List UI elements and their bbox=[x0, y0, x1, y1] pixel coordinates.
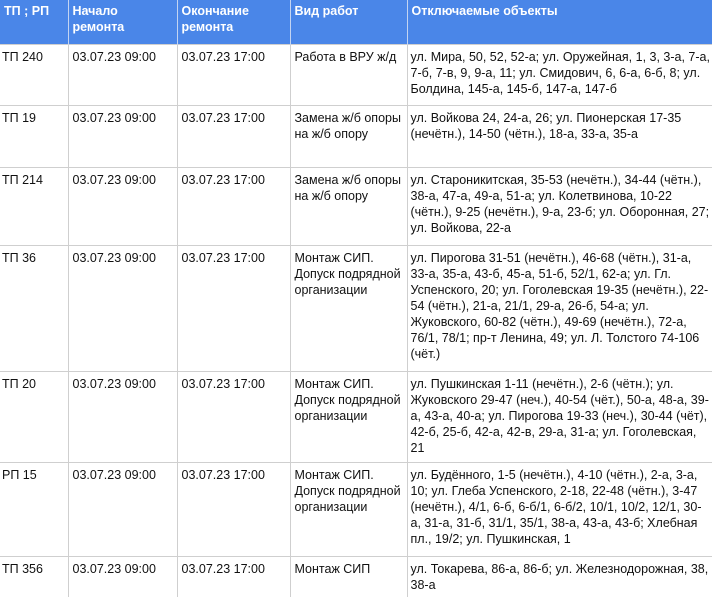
cell-objects: ул. Пушкинская 1-11 (нечётн.), 2-6 (чётн.); ул. Жуковского 29-47 (неч.), 40-54 (чёт.), 50-а, 48-а, 39-а, 43-а, 40-а; ул. Пирогова 19-33 (неч.), 30-44 (чёт), 42-б, 25-б, 42-а, 42-в, 29-а, 31-а; ул. Гоголевская, 21 bbox=[407, 372, 712, 463]
cell-start: 03.07.23 09:00 bbox=[68, 45, 177, 106]
table-row bbox=[0, 45, 712, 106]
cell-objects: ул. Пирогова 31-51 (нечётн.), 46-68 (чётн.), 31-а, 33-а, 35-а, 43-б, 45-а, 51-б, 52/1, 62-а; ул. Гл. Успенского, 20; ул. Гоголевская 19-35 (нечётн.), 22-54 (чётн.), 21-а, 21/1, 29-а, 26-б, 54-а; ул. Жуковского, 60-82 (чётн.), 49-69 (нечётн.), 72-а, 76/1, 78/1; пр-т Ленина, 49; ул. Л. Толстого 74-106 (чёт.) bbox=[407, 246, 712, 372]
cell-tp: ТП 20 bbox=[0, 372, 68, 463]
cell-start: 03.07.23 09:00 bbox=[68, 557, 177, 597]
header-disconnected-objects: Отключаемые объекты bbox=[407, 0, 712, 45]
cell-end: 03.07.23 17:00 bbox=[177, 246, 290, 372]
cell-start: 03.07.23 09:00 bbox=[68, 168, 177, 246]
cell-work: Работа в ВРУ ж/д bbox=[290, 45, 407, 106]
cell-work: Монтаж СИП bbox=[290, 557, 407, 597]
cell-work: Монтаж СИП. Допуск подрядной организации bbox=[290, 372, 407, 463]
cell-work: Замена ж/б опоры на ж/б опору bbox=[290, 168, 407, 246]
cell-objects: ул. Староникитская, 35-53 (нечётн.), 34-44 (чётн.), 38-а, 47-а, 49-а, 51-а; ул. Колетвинова, 10-22 (чётн.), 9-25 (нечётн.), 9-а, 23-б; ул. Оборонная, 27; ул. Войкова, 22-а bbox=[407, 168, 712, 246]
cell-start: 03.07.23 09:00 bbox=[68, 106, 177, 168]
cell-start: 03.07.23 09:00 bbox=[68, 372, 177, 463]
header-repair-end: Окончание ремонта bbox=[177, 0, 290, 45]
cell-tp: ТП 356 bbox=[0, 557, 68, 597]
cell-work: Монтаж СИП. Допуск подрядной организации bbox=[290, 463, 407, 557]
cell-end: 03.07.23 17:00 bbox=[177, 372, 290, 463]
cell-end: 03.07.23 17:00 bbox=[177, 557, 290, 597]
table-row bbox=[0, 372, 712, 463]
cell-tp: ТП 19 bbox=[0, 106, 68, 168]
cell-objects: ул. Будённого, 1-5 (нечётн.), 4-10 (чётн.), 2-а, 3-а, 10; ул. Глеба Успенского, 2-18, 22-48 (чётн.), 3-47 (нечётн.), 4/1, 6-б, 6-б/1, 6-б/2, 10/1, 10/2, 12/1, 30-а, 31-а, 31-б, 31/1, 35/1, 38-а, 43-а, 43-б; Хлебная пл., 19/2; ул. Пушкинская, 1 bbox=[407, 463, 712, 557]
table-row bbox=[0, 168, 712, 246]
cell-tp: РП 15 bbox=[0, 463, 68, 557]
cell-tp: ТП 240 bbox=[0, 45, 68, 106]
cell-end: 03.07.23 17:00 bbox=[177, 45, 290, 106]
table-row bbox=[0, 463, 712, 557]
header-repair-start: Начало ремонта bbox=[68, 0, 177, 45]
cell-start: 03.07.23 09:00 bbox=[68, 246, 177, 372]
cell-start: 03.07.23 09:00 bbox=[68, 463, 177, 557]
cell-objects: ул. Мира, 50, 52, 52-а; ул. Оружейная, 1, 3, 3-а, 7-а, 7-б, 7-в, 9, 9-а, 11; ул. Смидович, 6, 6-а, 6-б, 8; ул. Болдина, 145-а, 145-б, 147-а, 147-б bbox=[407, 45, 712, 106]
header-tp-rp: ТП ; РП bbox=[0, 0, 68, 45]
cell-tp: ТП 214 bbox=[0, 168, 68, 246]
cell-end: 03.07.23 17:00 bbox=[177, 463, 290, 557]
cell-tp: ТП 36 bbox=[0, 246, 68, 372]
cell-end: 03.07.23 17:00 bbox=[177, 106, 290, 168]
table-row bbox=[0, 246, 712, 372]
header-row bbox=[0, 0, 712, 45]
cell-work: Монтаж СИП. Допуск подрядной организации bbox=[290, 246, 407, 372]
table-row bbox=[0, 557, 712, 597]
table-row bbox=[0, 106, 712, 168]
cell-work: Замена ж/б опоры на ж/б опору bbox=[290, 106, 407, 168]
cell-objects: ул. Войкова 24, 24-а, 26; ул. Пионерская 17-35 (нечётн.), 14-50 (чётн.), 18-а, 33-а, 35-а bbox=[407, 106, 712, 168]
header-work-type: Вид работ bbox=[290, 0, 407, 45]
cell-objects: ул. Токарева, 86-а, 86-б; ул. Железнодорожная, 38, 38-а bbox=[407, 557, 712, 597]
cell-end: 03.07.23 17:00 bbox=[177, 168, 290, 246]
